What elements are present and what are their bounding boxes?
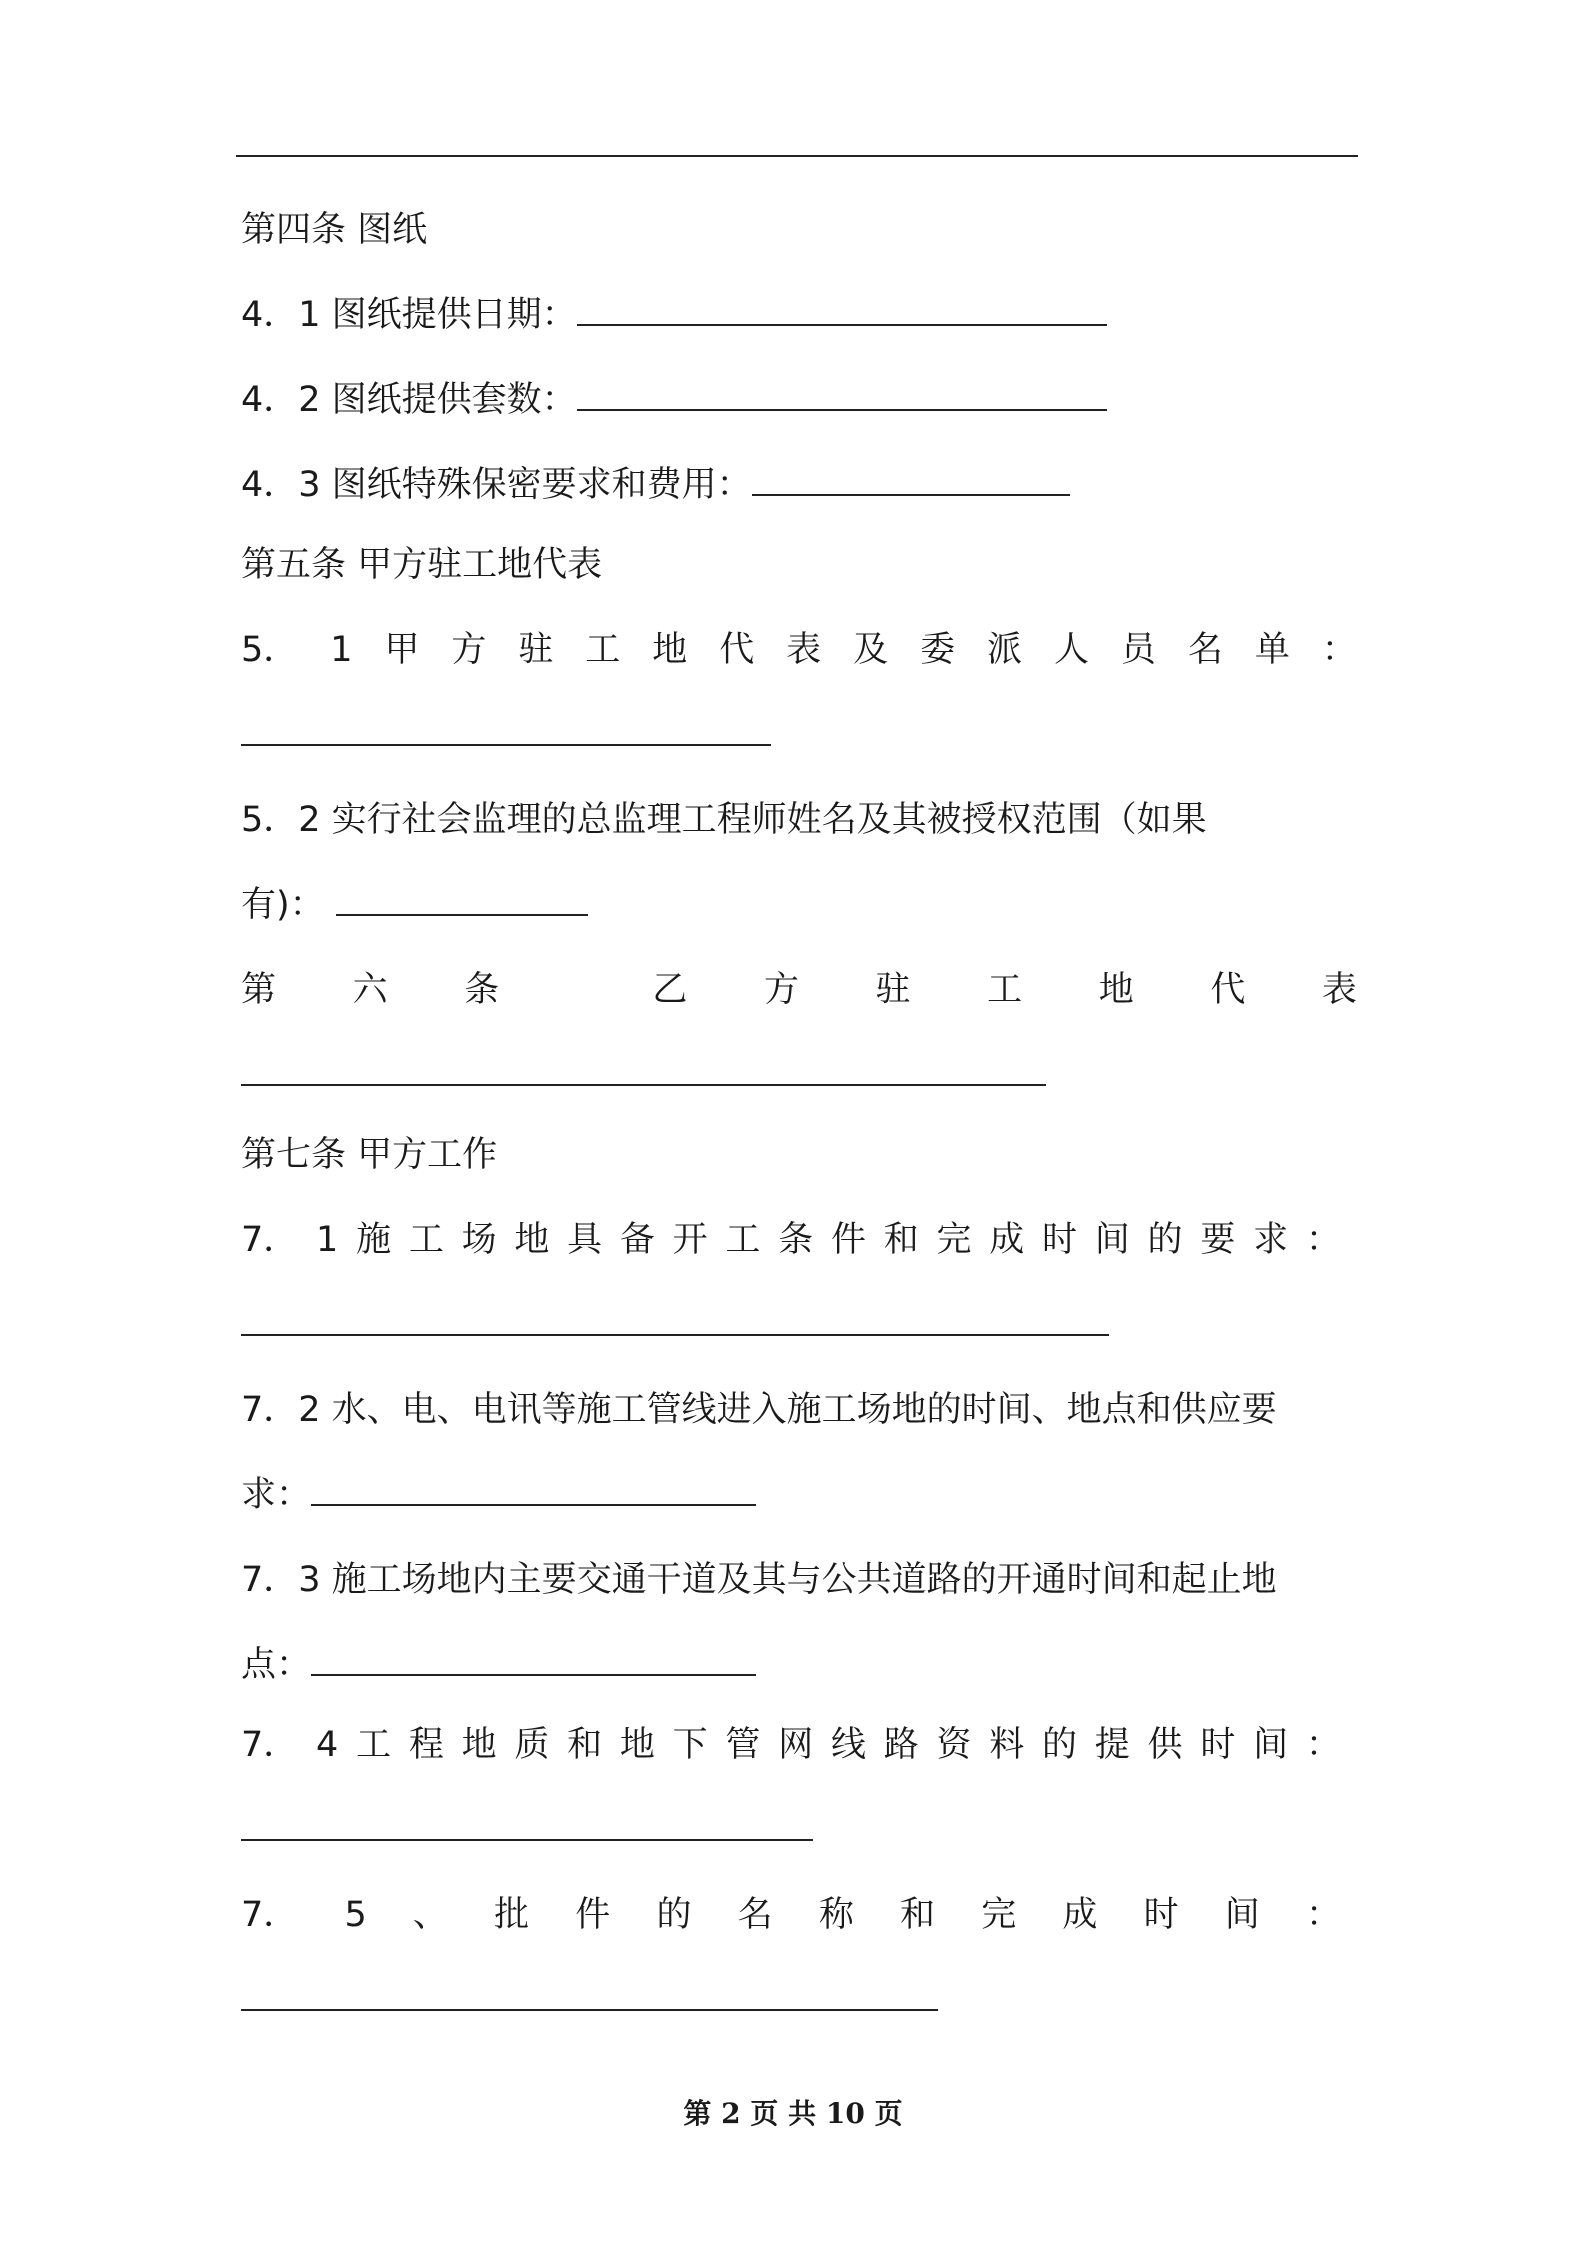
section-4-item-1: 4．1 图纸提供日期： bbox=[241, 290, 1357, 340]
fill-blank-geology-data[interactable] bbox=[241, 1813, 813, 1841]
section-7-item-3-line-1: 7．3 施工场地内主要交通干道及其与公共道路的开通时间和起止地 bbox=[241, 1560, 1277, 1600]
fill-blank-approvals[interactable] bbox=[241, 1983, 938, 2011]
section-7-item-4-blank-line bbox=[241, 1805, 1357, 1855]
section-4-heading: 第四条 图纸 bbox=[241, 210, 428, 250]
section-4-item-3: 4．3 图纸特殊保密要求和费用： bbox=[241, 460, 1357, 510]
section-7-heading: 第七条 甲方工作 bbox=[241, 1135, 498, 1175]
section-5-item-1-blank-line bbox=[241, 710, 1357, 760]
section-6-heading: 第 六 条 乙 方 驻 工 地 代 表 bbox=[241, 970, 1357, 1010]
fill-blank-contractor-rep[interactable] bbox=[241, 1058, 1046, 1086]
page-number: 第 2 页 共 10 页 bbox=[683, 2097, 903, 2130]
section-5-item-2-line-2: 有)： bbox=[241, 880, 1357, 930]
section-7-item-5-blank-line bbox=[241, 1975, 1357, 2025]
section-4-item-2: 4．2 图纸提供套数： bbox=[241, 375, 1357, 425]
fill-blank-confidentiality[interactable] bbox=[752, 468, 1070, 496]
fill-blank-site-conditions[interactable] bbox=[241, 1308, 1109, 1336]
section-5-item-1: 5． 1 甲 方 驻 工 地 代 表 及 委 派 人 员 名 单 ： bbox=[241, 630, 1357, 670]
fill-blank-owner-rep-list[interactable] bbox=[241, 718, 771, 746]
section-6-blank-line bbox=[241, 1050, 1357, 1100]
header-rule bbox=[236, 155, 1358, 157]
fill-blank-drawing-date[interactable] bbox=[577, 298, 1107, 326]
section-7-item-1-blank-line bbox=[241, 1300, 1357, 1350]
section-7-item-1: 7． 1 施 工 场 地 具 备 开 工 条 件 和 完 成 时 间 的 要 求 ： bbox=[241, 1220, 1341, 1260]
section-7-item-4: 7． 4 工 程 地 质 和 地 下 管 网 线 路 资 料 的 提 供 时 间 ： bbox=[241, 1725, 1341, 1765]
section-7-item-5: 7． 5 、 批 件 的 名 称 和 完 成 时 间 ： bbox=[241, 1895, 1341, 1935]
section-7-item-2-line-1: 7．2 水、电、电讯等施工管线进入施工场地的时间、地点和供应要 bbox=[241, 1390, 1277, 1430]
fill-blank-chief-supervisor[interactable] bbox=[336, 888, 588, 916]
section-5-item-2-line-1: 5．2 实行社会监理的总监理工程师姓名及其被授权范围（如果 bbox=[241, 800, 1207, 840]
section-7-item-2-line-2: 求： bbox=[241, 1470, 1357, 1520]
fill-blank-utility-lines[interactable] bbox=[311, 1478, 756, 1506]
section-7-item-3-line-2: 点： bbox=[241, 1640, 1357, 1690]
section-5-heading: 第五条 甲方驻工地代表 bbox=[241, 545, 603, 585]
fill-blank-drawing-sets[interactable] bbox=[577, 383, 1107, 411]
fill-blank-traffic-roads[interactable] bbox=[311, 1648, 756, 1676]
